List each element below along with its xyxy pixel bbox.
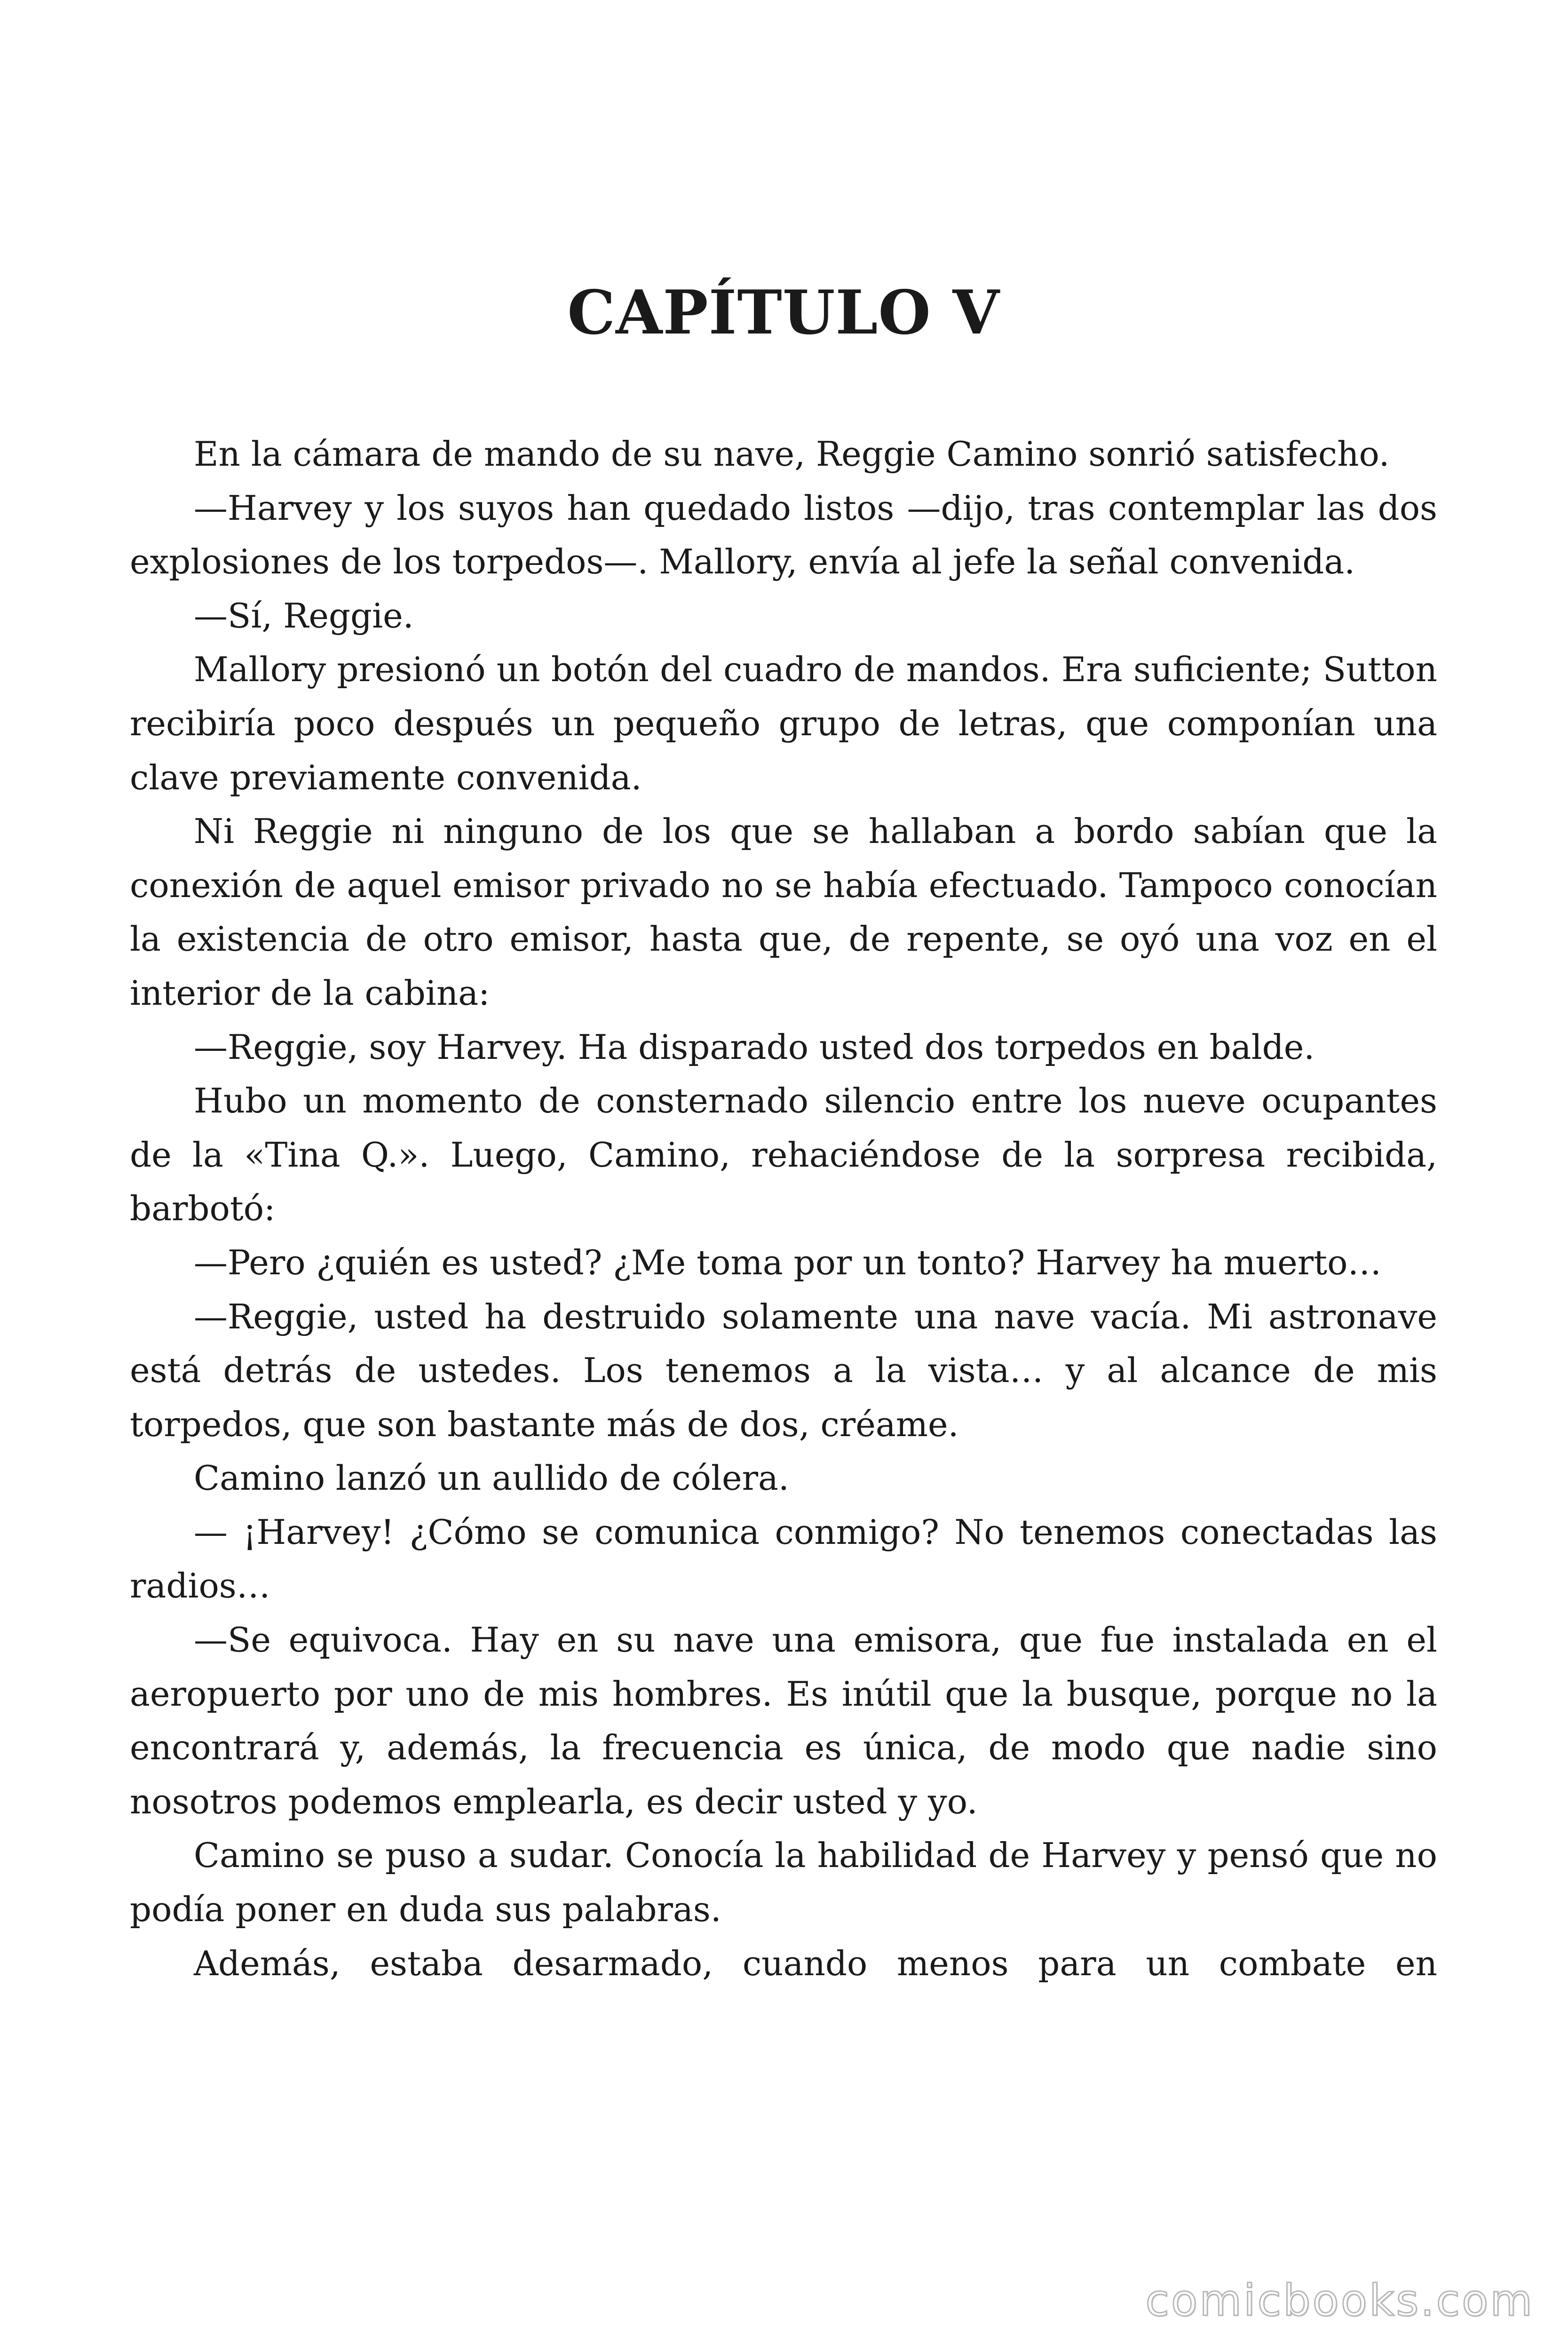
paragraph: Camino lanzó un aullido de cólera. [194,1458,789,1498]
paragraph: —Reggie, usted ha destruido solamente una nave vacía. Mi astronave está detrás de ustedes. Los tenemos a la vista… y al alcance de mis torpedos, que son bastante más de dos, créame. [130,1296,1437,1444]
watermark: comicbooks.com [1145,2275,1534,2326]
paragraph: Ni Reggie ni ninguno de los que se hallaban a bordo sabían que la conexión de aquel emisor privado no se había efectuado. Tampoco conocían la existencia de otro emisor, hasta que, de repente, se oyó una voz en el interior de la cabina: [130,811,1437,1013]
paragraph: — ¡Harvey! ¿Cómo se comunica conmigo? No tenemos conectadas las radios… [130,1512,1437,1606]
paragraph: —Sí, Reggie. [194,596,414,636]
paragraph: Hubo un momento de consternado silencio entre los nueve ocupantes de la «Tina Q.». Luego, Camino, rehaciéndose de la sorpresa recibida, barbotó: [130,1081,1437,1229]
paragraph: Camino se puso a sudar. Conocía la habilidad de Harvey y pensó que no podía poner en duda sus palabras. [130,1836,1437,1930]
paragraph: —Pero ¿quién es usted? ¿Me toma por un tonto? Harvey ha muerto… [194,1242,1382,1282]
paragraph: —Se equivoca. Hay en su nave una emisora, que fue instalada en el aeropuerto por uno de mis hombres. Es inútil que la busque, porque no la encontrará y, además, la frecuencia es única, de modo que nadie sino nosotros podemos emplearla, es decir usted y yo. [130,1620,1437,1821]
chapter-title: CAPÍTULO V [567,278,1000,348]
paragraph: En la cámara de mando de su nave, Reggie Camino sonrió satisfecho. [194,434,1390,474]
paragraph-last: Además, estaba desarmado, cuando menos para un combate en [194,1943,1437,1983]
book-page [130,0,1437,2352]
chapter-body [130,427,1437,1990]
paragraph: Mallory presionó un botón del cuadro de mandos. Era suficiente; Sutton recibiría poco después un pequeño grupo de letras, que componían una clave previamente convenida. [130,650,1437,797]
paragraph: —Reggie, soy Harvey. Ha disparado usted dos torpedos en balde. [194,1027,1315,1067]
paragraph: —Harvey y los suyos han quedado listos —dijo, tras contemplar las dos explosiones de los torpedos—. Mallory, envía al jefe la señal convenida. [130,488,1437,582]
